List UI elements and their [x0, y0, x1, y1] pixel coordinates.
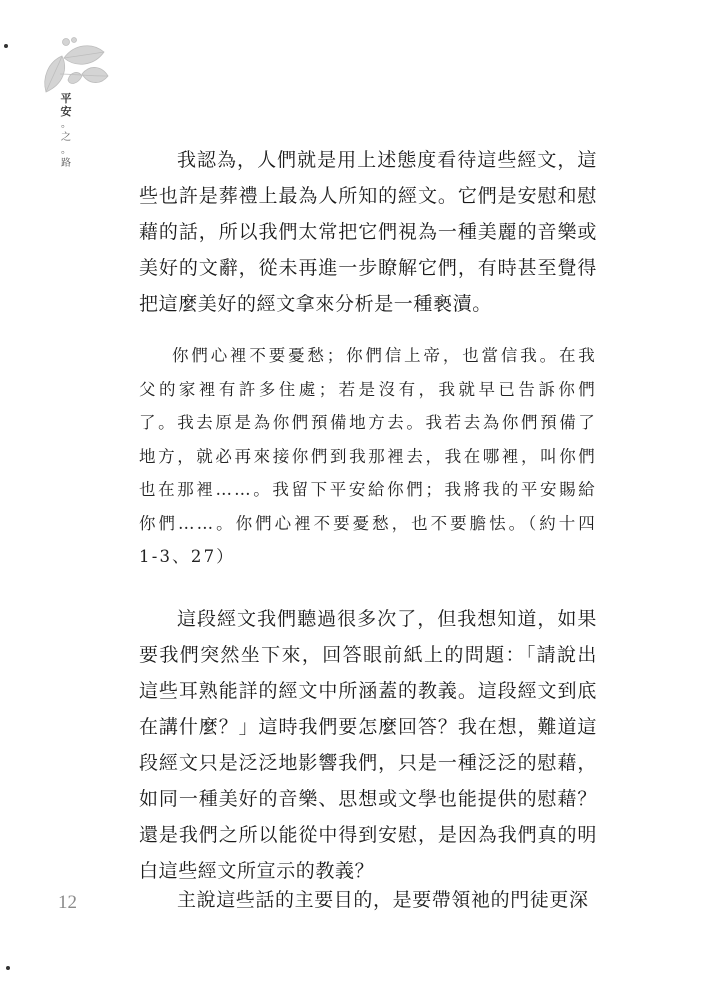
scripture-quote: 你們心裡不要憂愁；你們信上帝，也當信我。在我父的家裡有許多住處；若是沒有，我就早已告訴你們了。我去原是為你們預備地方去。我若去為你們預備了地方，就必再來接你們到我那裡去，我在哪裡，叫你們也在那裡……。我留下平安給你們；我將我的平安賜給你們……。你們心裡不要憂愁，也不要膽怯。（約十四1-3、27）: [139, 346, 597, 566]
leaf-sprig-icon: [38, 34, 114, 104]
body-paragraph-2: 這段經文我們聽過很多次了，但我想知道，如果要我們突然坐下來，回答眼前紙上的問題：「請說出這些耳熟能詳的經文中所涵蓋的教義。這段經文到底在講什麼？」這時我們要怎麼回答？我在想，難道這段經文只是泛泛地影響我們，只是一種泛泛的慰藉，如同一種美好的音樂、思想或文學也能提供的慰藉？還是我們之所以能從中得到安慰，是因為我們真的明白這些經文所宣示的教義？: [139, 608, 597, 882]
book-title-dot: 。: [61, 119, 71, 130]
book-title-char: 之: [61, 132, 71, 143]
book-title-char: 平: [60, 92, 72, 105]
book-title-char: 安: [60, 105, 72, 118]
book-title-vertical: [56, 92, 76, 170]
page-number: 12: [58, 892, 77, 913]
edge-mark: [4, 44, 8, 48]
book-title-dot: 。: [61, 145, 71, 156]
book-title-char: 路: [61, 158, 71, 169]
body-paragraph-1: 我認為，人們就是用上述態度看待這些經文，這些也許是葬禮上最為人所知的經文。它們是安慰和慰藉的話，所以我們太常把它們視為一種美麗的音樂或美好的文辭，從未再進一步瞭解它們，有時甚至覺得把這麼美好的經文拿來分析是一種褻瀆。: [139, 149, 597, 315]
body-paragraph-3: 主說這些話的主要目的，是要帶領祂的門徒更深: [177, 889, 589, 911]
edge-mark: [6, 966, 10, 970]
